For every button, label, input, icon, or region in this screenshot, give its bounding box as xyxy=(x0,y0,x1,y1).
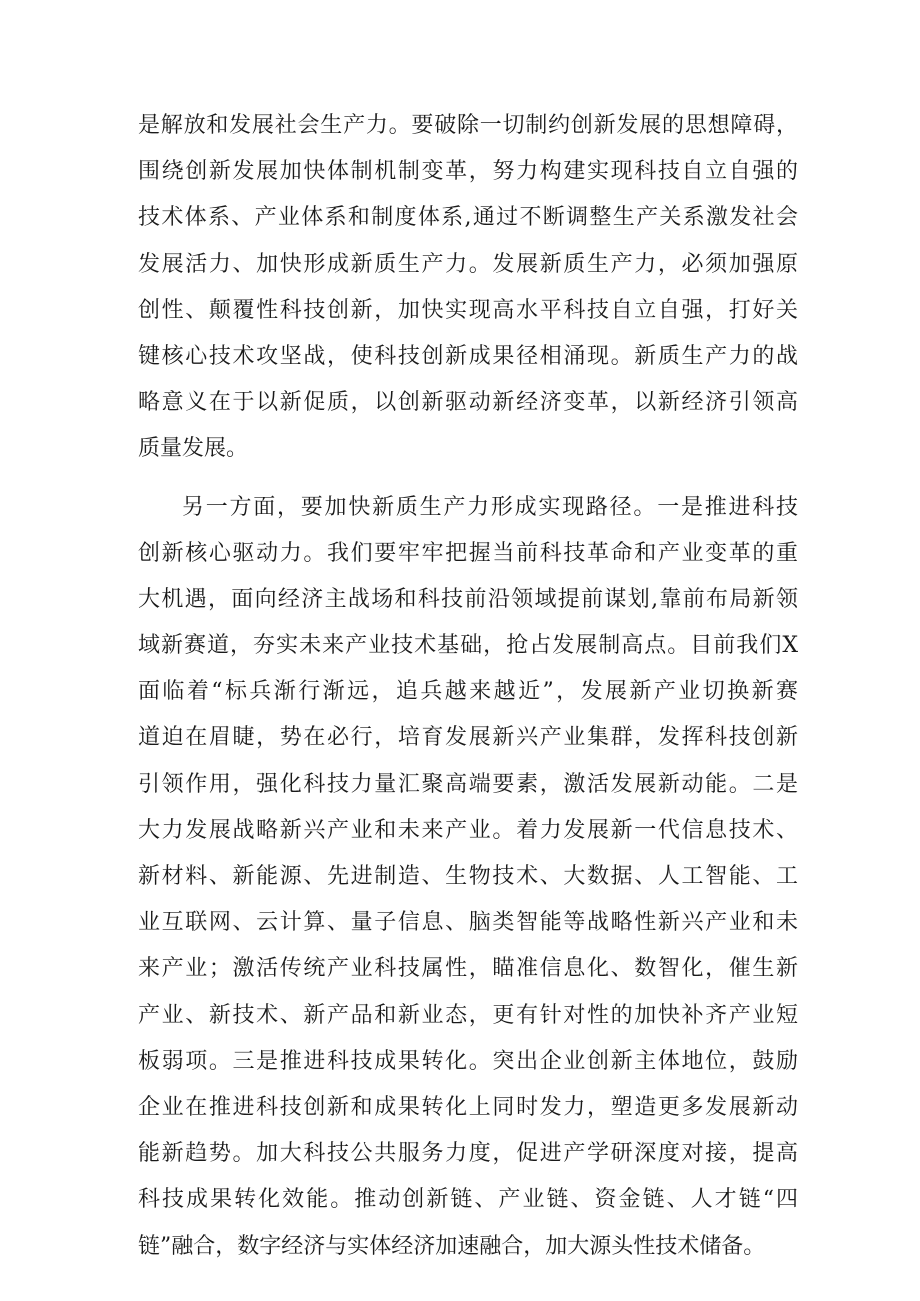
text-line: 大机遇，面向经济主战场和科技前沿领域提前谋划,靠前布局新领 xyxy=(138,586,798,612)
text-line: 道迫在眉睫，势在必行，培育发展新兴产业集群，发挥科技创新 xyxy=(138,725,798,751)
text-line: 略意义在于以新促质，以创新驱动新经济变革，以新经济引领高 xyxy=(138,390,798,416)
text-line: 创新核心驱动力。我们要牢牢把握当前科技革命和产业变革的重 xyxy=(138,540,798,566)
text-line: 来产业；激活传统产业科技属性，瞄准信息化、数智化，催生新 xyxy=(138,956,798,982)
text-line: 围绕创新发展加快体制机制变革，努力构建实现科技自立自强的 xyxy=(138,159,798,185)
text-line: 能新趋势。加大科技公共服务力度，促进产学研深度对接，提高 xyxy=(138,1141,798,1167)
text-line: 质量发展。 xyxy=(138,436,249,462)
paragraph-2 xyxy=(138,485,798,1270)
text-line: 板弱项。三是推进科技成果转化。突出企业创新主体地位，鼓励 xyxy=(138,1048,798,1074)
text-line: 企业在推进科技创新和成果转化上同时发力，塑造更多发展新动 xyxy=(138,1094,798,1120)
text-line: 键核心技术攻坚战，使科技创新成果径相涌现。新质生产力的战 xyxy=(138,343,798,369)
text-line: 新材料、新能源、先进制造、生物技术、大数据、人工智能、工 xyxy=(138,864,798,889)
paragraph-gap xyxy=(138,473,798,485)
text-line: 创性、颠覆性科技创新，加快实现高水平科技自立自强，打好关 xyxy=(138,297,798,323)
paragraph-1 xyxy=(138,103,798,473)
text-line: 发展活力、加快形成新质生产力。发展新质生产力，必须加强原 xyxy=(138,251,798,277)
text-line: 是解放和发展社会生产力。要破除一切制约创新发展的思想障碍， xyxy=(138,113,798,138)
text-line: 技术体系、产业体系和制度体系,通过不断调整生产关系激发社会 xyxy=(138,205,798,231)
text-line: 大力发展战略新兴产业和未来产业。着力发展新一代信息技术、 xyxy=(138,817,798,843)
text-line: 科技成果转化效能。推动创新链、产业链、资金链、人才链“四 xyxy=(138,1187,798,1213)
text-line: 引领作用，强化科技力量汇聚高端要素，激活发展新动能。二是 xyxy=(138,771,798,797)
text-line: 业互联网、云计算、量子信息、脑类智能等战略性新兴产业和未 xyxy=(138,910,798,936)
text-line: 面临着“标兵渐行渐远，追兵越来越近”，发展新产业切换新赛 xyxy=(138,679,798,705)
document-body xyxy=(138,103,798,1270)
text-line: 链”融合，数字经济与实体经济加速融合，加大源头性技术储备。 xyxy=(138,1233,766,1259)
text-line: 产业、新技术、新产品和新业态，更有针对性的加快补齐产业短 xyxy=(138,1002,798,1028)
text-line: 另一方面，要加快新质生产力形成实现路径。一是推进科技 xyxy=(182,494,798,520)
text-line: 域新赛道，夯实未来产业技术基础，抢占发展制高点。目前我们X xyxy=(138,633,798,659)
